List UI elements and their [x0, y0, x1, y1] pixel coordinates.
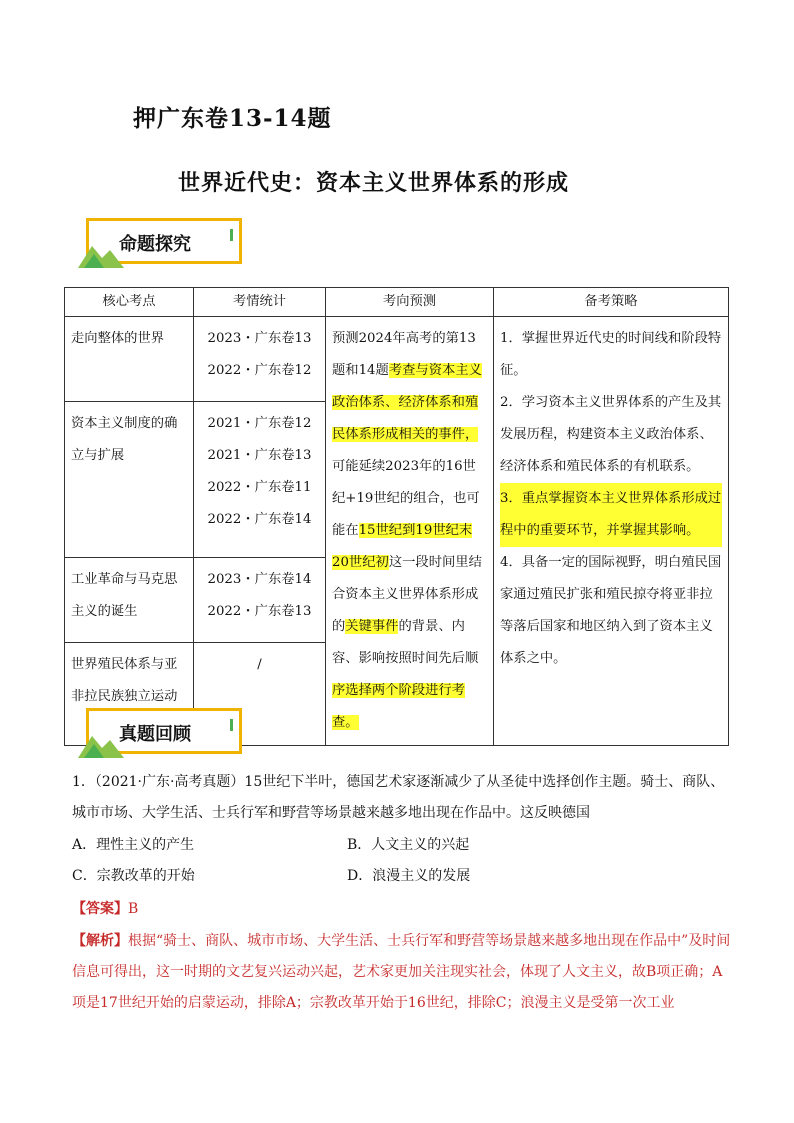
strategy-cell — [494, 317, 729, 746]
stats-cell — [194, 317, 326, 402]
forecast-text: 这一段时间里结合资本主义世界体系形成的 — [332, 555, 482, 634]
question-stem: 1．（2021·广东·高考真题）15世纪下半叶，德国艺术家逐渐减少了从圣徒中选择创作主题。骑士、商队、城市市场、大学生活、士兵行军和野营等场景越来越多地出现在作品中。这反映德国 — [72, 774, 725, 821]
hills-icon — [78, 240, 124, 268]
topic-cell: 资本主义制度的确立与扩展 — [65, 402, 194, 558]
section-header-explore — [78, 218, 248, 270]
table-header-row — [65, 288, 729, 317]
section-header-review — [78, 708, 248, 760]
tick-mark-icon — [230, 719, 233, 731]
stat-item: 2021・广东卷12 — [207, 416, 312, 432]
options-row — [72, 861, 732, 892]
strategy-item: 2．学习资本主义世界体系的产生及其发展历程，构建资本主义政治体系、经济体系和殖民体系的有机联系。 — [500, 395, 722, 474]
forecast-text: 可能延续2023年的16世纪+19世纪的组合，也可能在 — [332, 459, 480, 538]
stats-cell — [194, 402, 326, 558]
strategy-item: 1．掌握世界近代史的时间线和阶段特征。 — [500, 331, 722, 378]
stat-item: 2023・广东卷14 — [207, 572, 312, 588]
table-row — [65, 317, 729, 402]
table-header: 核心考点 — [65, 288, 194, 317]
strategy-item: 4．具备一定的国际视野，明白殖民国家通过殖民扩张和殖民掠夺将亚非拉等落后国家和地区纳入到了资本主义体系之中。 — [500, 555, 722, 666]
forecast-highlight: 关键事件 — [345, 619, 399, 634]
table-header: 考情统计 — [194, 288, 326, 317]
page-title: 押广东卷13-14题 — [133, 105, 332, 132]
topic-cell: 走向整体的世界 — [65, 317, 194, 402]
forecast-highlight: 15世纪到19世纪末20世纪初 — [332, 523, 473, 570]
forecast-highlight: 考查与资本主义政治体系、经济体系和殖民体系形成相关的事件， — [332, 363, 482, 442]
option-b: B．人文主义的兴起 — [347, 837, 470, 853]
topic-cell: 工业革命与马克思主义的诞生 — [65, 558, 194, 643]
section-label: 命题探究 — [119, 234, 191, 255]
answer-line — [72, 894, 732, 925]
answer-label: 【答案】 — [72, 901, 128, 917]
forecast-text: 预测2024年高考的第13题和14题 — [332, 331, 476, 378]
analysis-label: 【解析】 — [72, 933, 128, 949]
section-label: 真题回顾 — [119, 724, 191, 745]
analysis-block — [72, 926, 732, 1019]
option-d: D．浪漫主义的发展 — [347, 868, 471, 884]
forecast-cell — [326, 317, 494, 746]
table-header: 考向预测 — [326, 288, 494, 317]
option-c: C．宗教改革的开始 — [72, 868, 195, 884]
strategy-item-highlight: 3．重点掌握资本主义世界体系形成过程中的重要环节，并掌握其影响。 — [500, 483, 722, 547]
answer-value: B — [128, 901, 139, 917]
page-subtitle: 世界近代史：资本主义世界体系的形成 — [178, 170, 570, 196]
option-a: A．理性主义的产生 — [72, 837, 195, 853]
exam-table — [64, 287, 729, 746]
stat-item: 2022・广东卷14 — [207, 512, 312, 528]
stat-item: 2023・广东卷13 — [207, 331, 312, 346]
stat-item: / — [257, 657, 262, 673]
analysis-text: 根据“骑士、商队、城市市场、大学生活、士兵行军和野营等场景越来越多地出现在作品中”及时间信息可得出，这一时期的文艺复兴运动兴起，艺术家更加关注现实社会，体现了人文主义，故B项正确；A项是17世纪开始的启蒙运动，排除A；宗教改革开始于16世纪，排除C；浪漫主义是受第一次工业 — [72, 933, 731, 1011]
options-row — [72, 830, 732, 861]
forecast-text: 的背景、内容、影响按照时间先后顺 — [332, 619, 479, 666]
table-header: 备考策略 — [494, 288, 729, 317]
stat-item: 2021・广东卷13 — [207, 448, 312, 464]
stat-item: 2022・广东卷12 — [207, 363, 312, 378]
forecast-highlight: 序选择两个阶段进行考查。 — [332, 683, 465, 730]
topic-cell: 世界殖民体系与亚非拉民族独立运动 — [65, 643, 194, 746]
hills-icon — [78, 730, 124, 758]
stats-cell — [194, 558, 326, 643]
stat-item: 2022・广东卷11 — [207, 480, 312, 496]
tick-mark-icon — [230, 229, 233, 241]
stat-item: 2022・广东卷13 — [207, 604, 312, 620]
